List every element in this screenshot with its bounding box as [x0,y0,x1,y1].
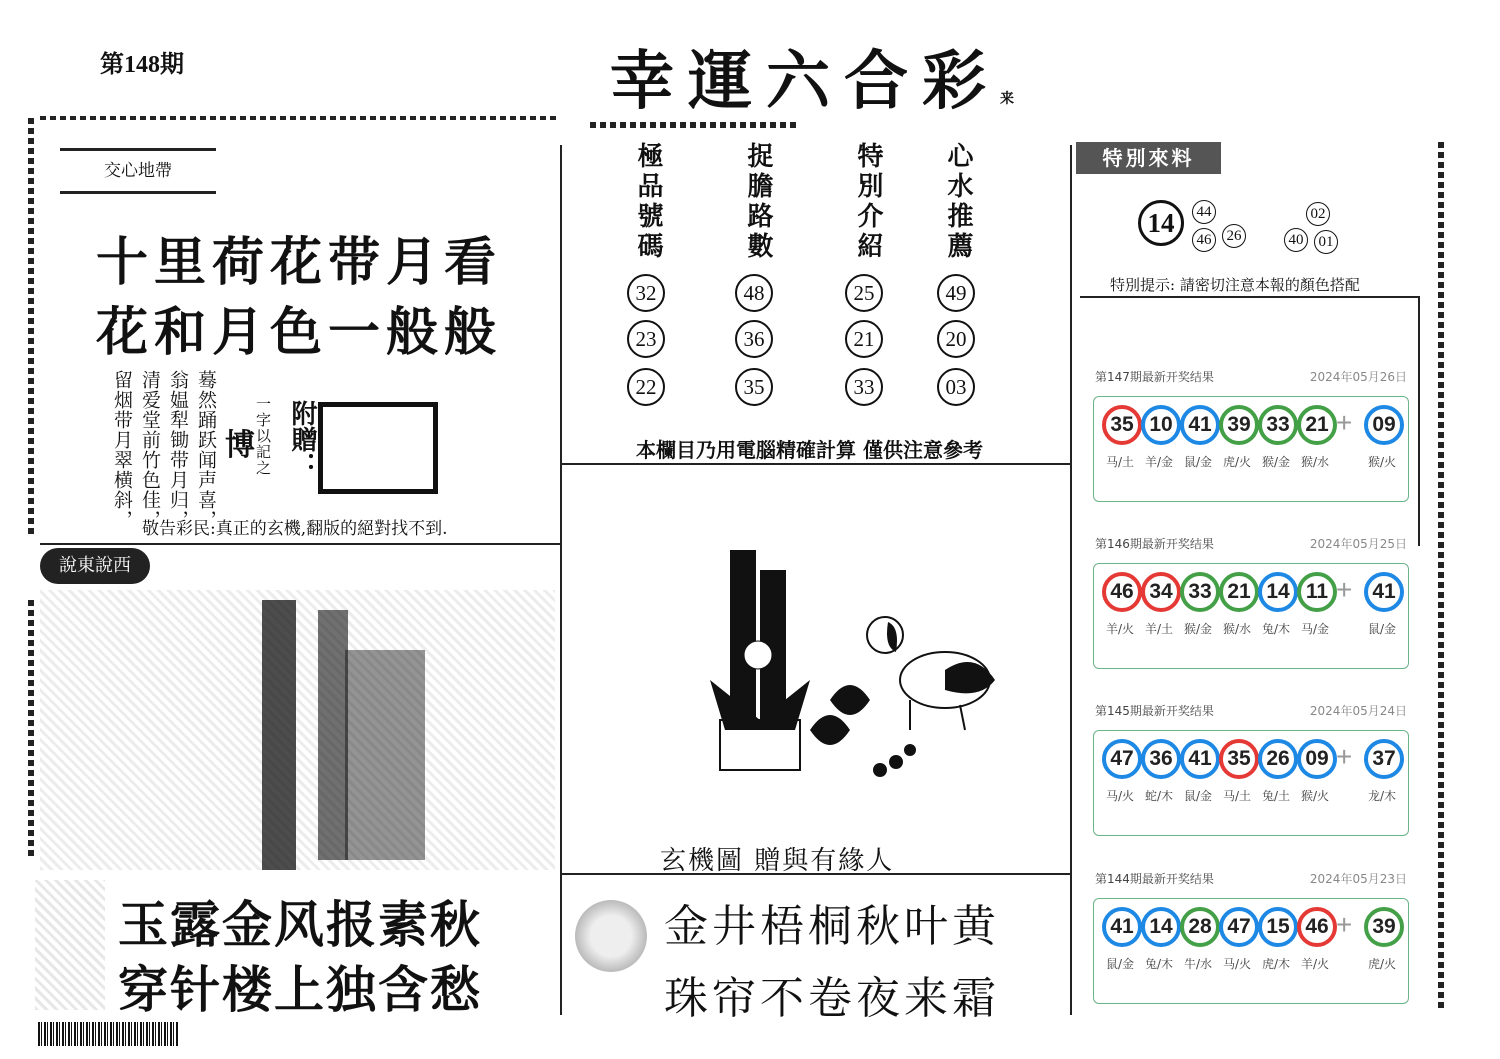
pick-number: 48 [735,274,773,312]
section-tag-shuodong: 說東說西 [40,548,150,584]
lottery-ball: 47 [1219,907,1259,947]
zodiac-label: 马/火 [1105,789,1135,803]
lottery-ball: 14 [1258,572,1298,612]
pick-number: 36 [735,320,773,358]
lottery-ball: 46 [1297,907,1337,947]
column-title-1: 極品號碼 [633,142,663,262]
dog-icon [867,617,995,730]
right-card-border [1418,296,1420,546]
result-balls-panel [1093,730,1409,836]
special-ball: 39 [1364,907,1404,947]
section-tag-tebie: 特別來料 [1076,142,1221,174]
result-card [1085,862,1415,1022]
special-main-number: 14 [1138,200,1184,246]
color-hint: 特別提示: 請密切注意本報的顏色搭配 [1110,276,1360,294]
lottery-ball: 46 [1102,572,1142,612]
special-number: 40 [1284,228,1308,252]
newspaper-title [610,30,1014,122]
divider-left [560,145,562,1015]
attached-answer-box [318,402,438,494]
zodiac-label: 鼠/金 [1183,789,1213,803]
mid-poem-line-1: 金井梧桐秋叶黄 [664,901,1000,952]
lottery-ball: 14 [1141,907,1181,947]
lottery-ball: 26 [1258,739,1298,779]
zodiac-label: 兔/土 [1261,789,1291,803]
divider-right [1070,145,1072,1015]
zodiac-label: 猴/金 [1261,455,1291,469]
xuanji-caption: 玄機圖 贈與有緣人 [660,846,895,876]
lottery-ball: 41 [1180,739,1220,779]
zodiac-label: 猴/火 [1300,789,1330,803]
riddle-char: 博 [225,428,255,463]
lottery-ball: 15 [1258,907,1298,947]
result-title: 第146期最新开奖结果 [1095,537,1214,551]
lottery-ball: 33 [1180,572,1220,612]
barcode [38,1022,178,1046]
result-card [1085,694,1415,854]
plus-icon: + [1336,407,1353,438]
lottery-ball: 28 [1180,907,1220,947]
pick-number: 35 [735,368,773,406]
zodiac-label: 鼠/金 [1105,957,1135,971]
xuanji-illustration [700,530,1020,790]
special-number: 26 [1222,224,1246,248]
title-text: 幸運六合彩 [610,44,1000,119]
special-ball: 37 [1364,739,1404,779]
lottery-ball: 39 [1219,405,1259,445]
lottery-ball: 10 [1141,405,1181,445]
calc-note: 本欄目乃用電腦精確計算 僅供注意參考 [636,438,983,462]
section-tag-jiaoxin: 交心地帶 [60,148,216,194]
lottery-ball: 47 [1102,739,1142,779]
title-suffix: 来 [1000,91,1014,107]
scan-artifact [262,600,296,870]
riddle-hint: 一字以記之 [254,396,272,476]
verse-col-2: 清爱堂前竹色佳， [139,370,161,530]
right-border-vine [1438,142,1444,1012]
result-card [1085,360,1415,520]
zodiac-label: 猴/水 [1222,622,1252,636]
pick-number: 32 [627,274,665,312]
pick-number: 03 [937,368,975,406]
lottery-ball: 21 [1219,572,1259,612]
zodiac-label: 羊/火 [1105,622,1135,636]
result-card [1085,527,1415,687]
column-title-2: 捉膽路數 [743,142,773,262]
yin-yang-icon [575,900,647,972]
bottom-poem-line-1: 玉露金风报素秋 [118,896,482,954]
lottery-ball: 34 [1141,572,1181,612]
result-balls-panel [1093,898,1409,1004]
lottery-ball: 35 [1219,739,1259,779]
lottery-ball: 33 [1258,405,1298,445]
scan-artifact [318,610,348,860]
special-ball: 09 [1364,405,1404,445]
result-date: 2024年05月25日 [1309,537,1407,551]
issue-number: 第148期 [100,52,184,78]
verse-col-4: 蓦然踊跃闻声喜， [195,370,217,530]
plus-icon: + [1336,574,1353,605]
mid-poem-line-2: 珠帘不卷夜来霜 [664,973,1000,1024]
zodiac-label: 兔/木 [1144,957,1174,971]
result-title: 第144期最新开奖结果 [1095,872,1214,886]
divider-right-top [1080,296,1420,298]
bottom-poem-line-2: 穿针楼上独含愁 [118,961,482,1019]
poem-line-1: 十里荷花带月看 [96,232,503,293]
strawberry-plant-icon [810,685,916,777]
pick-number: 49 [937,274,975,312]
pick-number: 25 [845,274,883,312]
zodiac-label: 牛/水 [1183,957,1213,971]
notice-text: 敬告彩民:真正的玄機,翻版的絕對找不到. [142,519,448,539]
poem-line-2: 花和月色一般般 [96,302,503,363]
zodiac-label: 龙/木 [1367,789,1397,803]
verse-col-1: 留烟带月翠横斜， [111,370,133,530]
special-number: 44 [1192,200,1216,224]
lottery-ball: 35 [1102,405,1142,445]
lottery-ball: 41 [1180,405,1220,445]
attached-label: 附贈： [287,400,317,478]
verse-col-3: 翁媪犁锄带月归， [167,370,189,530]
zodiac-label: 马/土 [1105,455,1135,469]
zodiac-label: 兔/木 [1261,622,1291,636]
left-border-vine-lower [28,600,34,860]
result-date: 2024年05月24日 [1309,704,1407,718]
divider-left-mid [40,543,560,545]
special-number: 46 [1192,228,1216,252]
special-number: 01 [1314,230,1338,254]
zodiac-label: 虎/木 [1261,957,1291,971]
scanned-text-block [40,590,555,870]
left-border-vine [28,118,34,538]
divider-mid-top [562,463,1070,465]
zodiac-label: 虎/火 [1222,455,1252,469]
zodiac-label: 羊/土 [1144,622,1174,636]
result-date: 2024年05月26日 [1309,370,1407,384]
result-date: 2024年05月23日 [1309,872,1407,886]
column-title-3: 特別介紹 [853,142,883,262]
lottery-ball: 21 [1297,405,1337,445]
zodiac-label: 马/土 [1222,789,1252,803]
column-title-4: 心水推薦 [943,142,973,262]
zodiac-label: 猴/火 [1367,455,1397,469]
pick-number: 33 [845,368,883,406]
scan-artifact [35,880,105,1010]
zodiac-label: 羊/火 [1300,957,1330,971]
result-title: 第147期最新开奖结果 [1095,370,1214,384]
lottery-ball: 09 [1297,739,1337,779]
zodiac-label: 猴/水 [1300,455,1330,469]
zodiac-label: 蛇/木 [1144,789,1174,803]
zodiac-label: 马/火 [1222,957,1252,971]
pick-number: 22 [627,368,665,406]
zodiac-label: 马/金 [1300,622,1330,636]
lottery-ball: 11 [1297,572,1337,612]
pick-number: 21 [845,320,883,358]
zodiac-label: 猴/金 [1183,622,1213,636]
special-ball: 41 [1364,572,1404,612]
result-title: 第145期最新开奖结果 [1095,704,1214,718]
result-balls-panel [1093,396,1409,502]
result-balls-panel [1093,563,1409,669]
zodiac-label: 鼠/金 [1183,455,1213,469]
zodiac-label: 鼠/金 [1367,622,1397,636]
top-border-vine [40,116,560,120]
pick-number: 20 [937,320,975,358]
scan-artifact [345,650,425,860]
zodiac-label: 羊/金 [1144,455,1174,469]
lottery-ball: 41 [1102,907,1142,947]
zodiac-label: 虎/火 [1367,957,1397,971]
pick-number: 23 [627,320,665,358]
kadomatsu-icon [710,550,810,770]
special-number: 02 [1306,202,1330,226]
plus-icon: + [1336,909,1353,940]
plus-icon: + [1336,741,1353,772]
title-ornament [590,122,800,128]
lottery-ball: 36 [1141,739,1181,779]
